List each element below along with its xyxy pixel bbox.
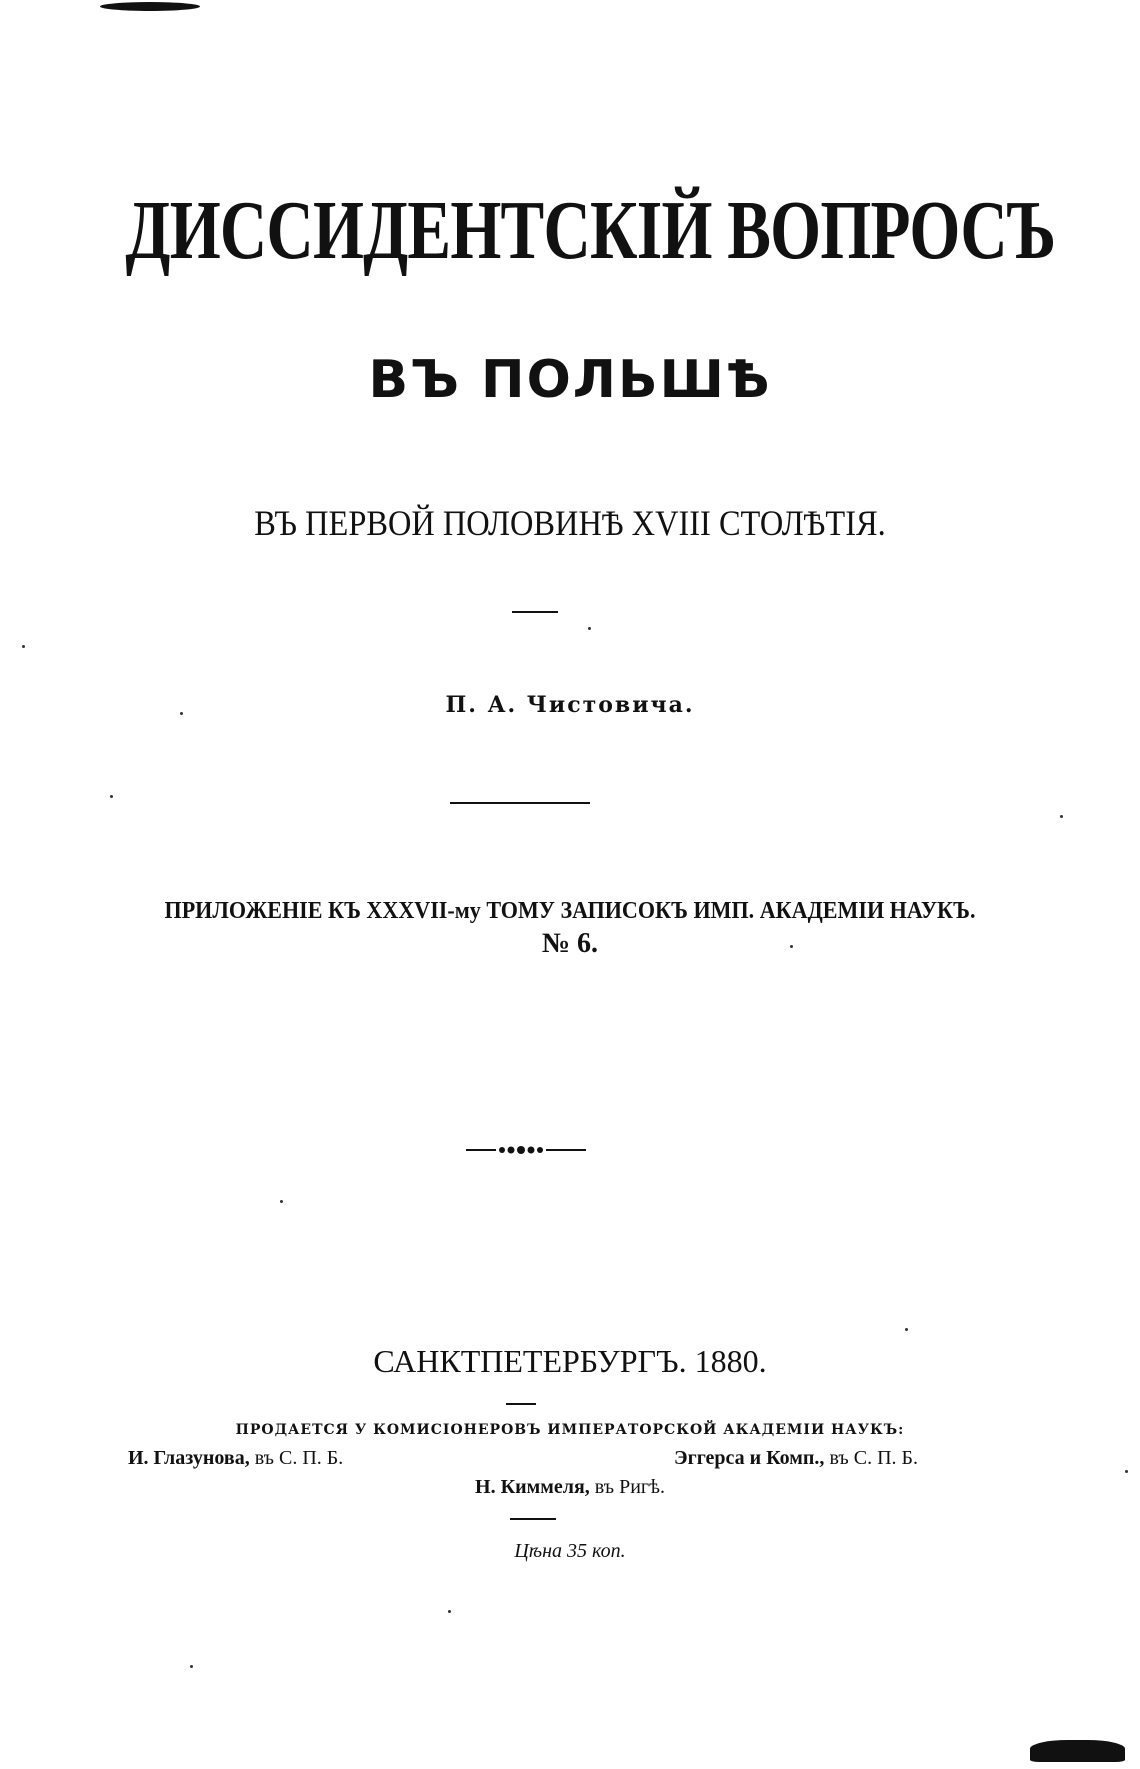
price: Цѣна 35 коп. (514, 1540, 626, 1562)
divider-rule (510, 1518, 556, 1520)
scan-speck (790, 945, 793, 948)
seller-kimmel (0, 1476, 1140, 1499)
seller-glazunov-place: въ С. П. Б. (249, 1447, 344, 1469)
scan-speck (22, 645, 25, 648)
imprint-city-year: САНКТПЕТЕРБУРГЪ. 1880. (373, 1343, 767, 1379)
book-period: ВЪ ПЕРВОЙ ПОЛОВИНѢ XVIII СТОЛѢТІЯ. (254, 503, 886, 543)
seller-glazunov (128, 1447, 343, 1470)
ink-blot-top-left (100, 2, 200, 11)
sold-by-line: ПРОДАЕТСЯ У КОМИСІОНЕРОВЪ ИМПЕРАТОРСКОЙ АКАДЕМІИ НАУКЪ: (235, 1422, 905, 1438)
seller-eggers-name: Эггерса и Комп., (674, 1447, 825, 1469)
seller-eggers (674, 1447, 918, 1470)
book-title: ДИССИДЕНТСКІЙ ВОПРОСЪ (125, 184, 1056, 277)
ink-blot-bottom-right (1030, 1740, 1125, 1762)
author-name: П. А. Чистовича. (445, 692, 695, 718)
scan-speck (1125, 1470, 1128, 1473)
seller-eggers-place: въ С. П. Б. (824, 1447, 918, 1469)
seller-kimmel-name: Н. Киммеля, (475, 1476, 590, 1498)
seller-glazunov-name: И. Глазунова, (128, 1447, 250, 1469)
divider-rule (506, 1403, 536, 1405)
scan-speck (448, 1610, 451, 1613)
scan-speck (110, 795, 113, 798)
divider-rule (512, 611, 558, 613)
scan-speck (905, 1328, 908, 1331)
book-subtitle: ВЪ ПОЛЬШѢ (368, 350, 772, 410)
scan-speck (180, 712, 183, 715)
supplement-note: ПРИЛОЖЕНІЕ КЪ XXXVII-му ТОМУ ЗАПИСОКЪ ИМП. АКАДЕМІИ НАУКЪ. (164, 898, 976, 924)
divider-rule (450, 802, 590, 804)
scan-speck (1060, 815, 1063, 818)
scan-speck (280, 1200, 283, 1203)
scan-speck (190, 1665, 193, 1668)
issue-number: № 6. (541, 928, 599, 959)
ornament-divider (466, 1143, 586, 1157)
sellers-row (0, 1447, 1140, 1477)
scan-speck (588, 627, 591, 630)
seller-kimmel-place: въ Ригѣ. (589, 1476, 665, 1498)
